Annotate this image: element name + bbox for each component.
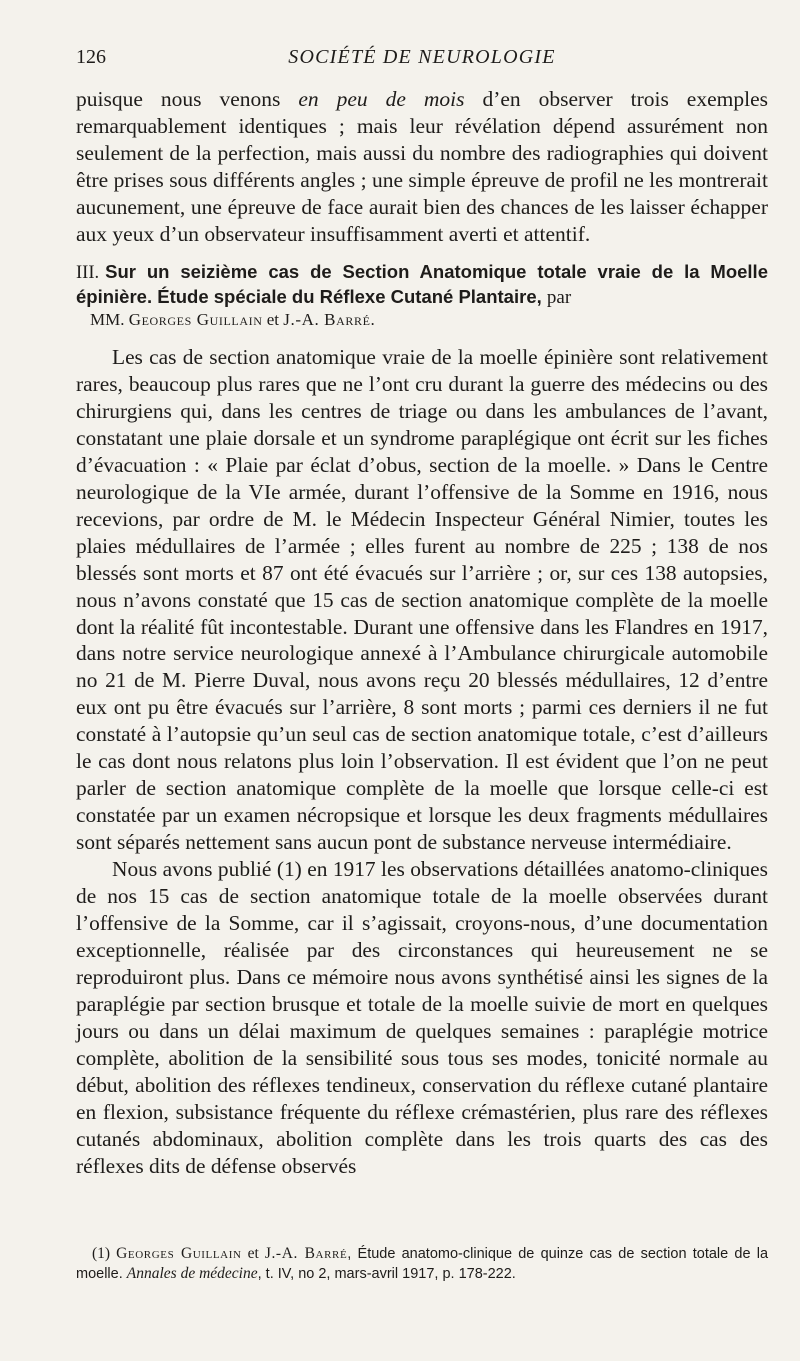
section-title — [76, 260, 768, 310]
footnote-author-barre: J.-A. Barré — [264, 1245, 348, 1262]
authors-end: . — [370, 310, 375, 329]
section-number: III. — [76, 263, 100, 283]
body-paragraph-1: Les cas de section anatomique vraie de la moelle épinière sont relativement rares, beaucoup plus rares que ne l’ont cru durant la guerre des médecins ou des chirurgiens qui, dans les centres de triage ou dans les ambulances de l’avant, constatant une plaie dorsale et un syndrome paraplégique ont écrit sur les fiches d’évacuation : « Plaie par éclat d’obus, section de la moelle. » Dans le Centre neurologique de la VIe armée, durant l’offensive de la Somme en 1916, nous recevions, par ordre de M. le Médecin Inspecteur Général Nimier, toutes les plaies médullaires de l’armée ; elles furent au nombre de 225 ; 138 de nos blessés sont morts et 87 ont été évacués sur l’arrière ; or, sur ces 138 autopsies, nous n’avons constaté que 15 cas de section anatomique complète de la moelle dont la réalité fût incontestable. Durant une offensive dans les Flandres en 1917, dans notre service neurologique annexé à l’Ambulance chirurgicale automobile no 21 de M. Pierre Duval, nous avons reçu 20 blessés médullaires, 12 d’entre eux ont pu être évacués sur l’arrière, 8 sont morts ; parmi ces derniers il ne fut constaté à l’autopsie qu’un seul cas de section anatomique totale, c’est d’ailleurs le cas dont nous relatons plus loin l’observation. Il est évident que l’on ne peut parler de section anatomique complète de la moelle que lorsque celle-ci est constatée par un examen nécropsique et lorsque les deux fragments médullaires sont séparés nettement sans aucun pont de substance nerveuse intermédiaire. — [76, 345, 768, 855]
body-paragraph-2: Nous avons publié (1) en 1917 les observations détaillées anatomo-cliniques de nos 15 cas de section anatomique totale de la moelle observées durant l’offensive de la Somme, car il s’agissait, croyons-nous, d’une documentation exceptionnelle, réalisée par des circonstances qui heureusement ne se reproduiront plus. Dans ce mémoire nous avons synthétisé ainsi les signes de la paraplégie par section brusque et totale de la moelle suivie de mort en quelques jours ou dans un délai maximum de quelques semaines : paraplégie motrice complète, abolition de la sensibilité sous tous ses modes, tonicité normale au début, abolition des réflexes tendineux, conservation du réflexe cutané plantaire en flexion, subsistance fréquente du réflexe crémastérien, plus rare des réflexes cutanés abdominaux, abolition complète dans les trois quarts des cas des réflexes dits de défense observés — [76, 857, 768, 1178]
footnote-and: et — [241, 1245, 265, 1262]
intro-text-end: d’en observer trois exemples remarquablement identiques ; mais leur révélation dépend assurément non seulement de la perfection, mais aussi du nombre des radiographies qui doivent être prises sous différents angles ; une simple épreuve de profil ne les montrerait aucunement, une épreuve de face aurait bien des chances de les laisser échapper aux yeux d’un observateur insuffisamment averti et attentif. — [76, 87, 768, 246]
running-head — [76, 46, 768, 76]
footnote-reference: , t. IV, no 2, mars-avril 1917, p. 178-222. — [257, 1266, 516, 1282]
intro-paragraph — [76, 86, 768, 247]
section-heading — [76, 260, 768, 330]
authors-prefix: MM. — [90, 310, 129, 329]
section-title-text: Sur un seizième cas de Section Anatomique totale vraie de la Moelle épinière. Étude spéciale du Réflexe Cutané Plantaire, — [76, 261, 768, 307]
authors-and: et — [262, 310, 284, 329]
footnote — [76, 1244, 768, 1284]
footnote-marker: (1) — [92, 1245, 117, 1262]
author-barre: J.-A. Barré — [283, 310, 371, 329]
body-text — [76, 344, 768, 1180]
section-par: par — [546, 287, 572, 308]
footnote-title: , Étude anatomo-clinique de quinze cas de section totale de la moelle. — [76, 1246, 769, 1282]
page-number: 126 — [76, 46, 106, 68]
intro-italic: en peu de mois — [298, 87, 465, 111]
footnote-journal: Annales de médecine — [126, 1265, 258, 1282]
journal-title: SOCIÉTÉ DE NEUROLOGIE — [288, 46, 556, 68]
section-authors — [90, 310, 768, 330]
footnote-author-guillain: Georges Guillain — [116, 1245, 242, 1262]
author-guillain: Georges Guillain — [128, 310, 263, 329]
intro-text-start: puisque nous venons — [76, 87, 299, 111]
